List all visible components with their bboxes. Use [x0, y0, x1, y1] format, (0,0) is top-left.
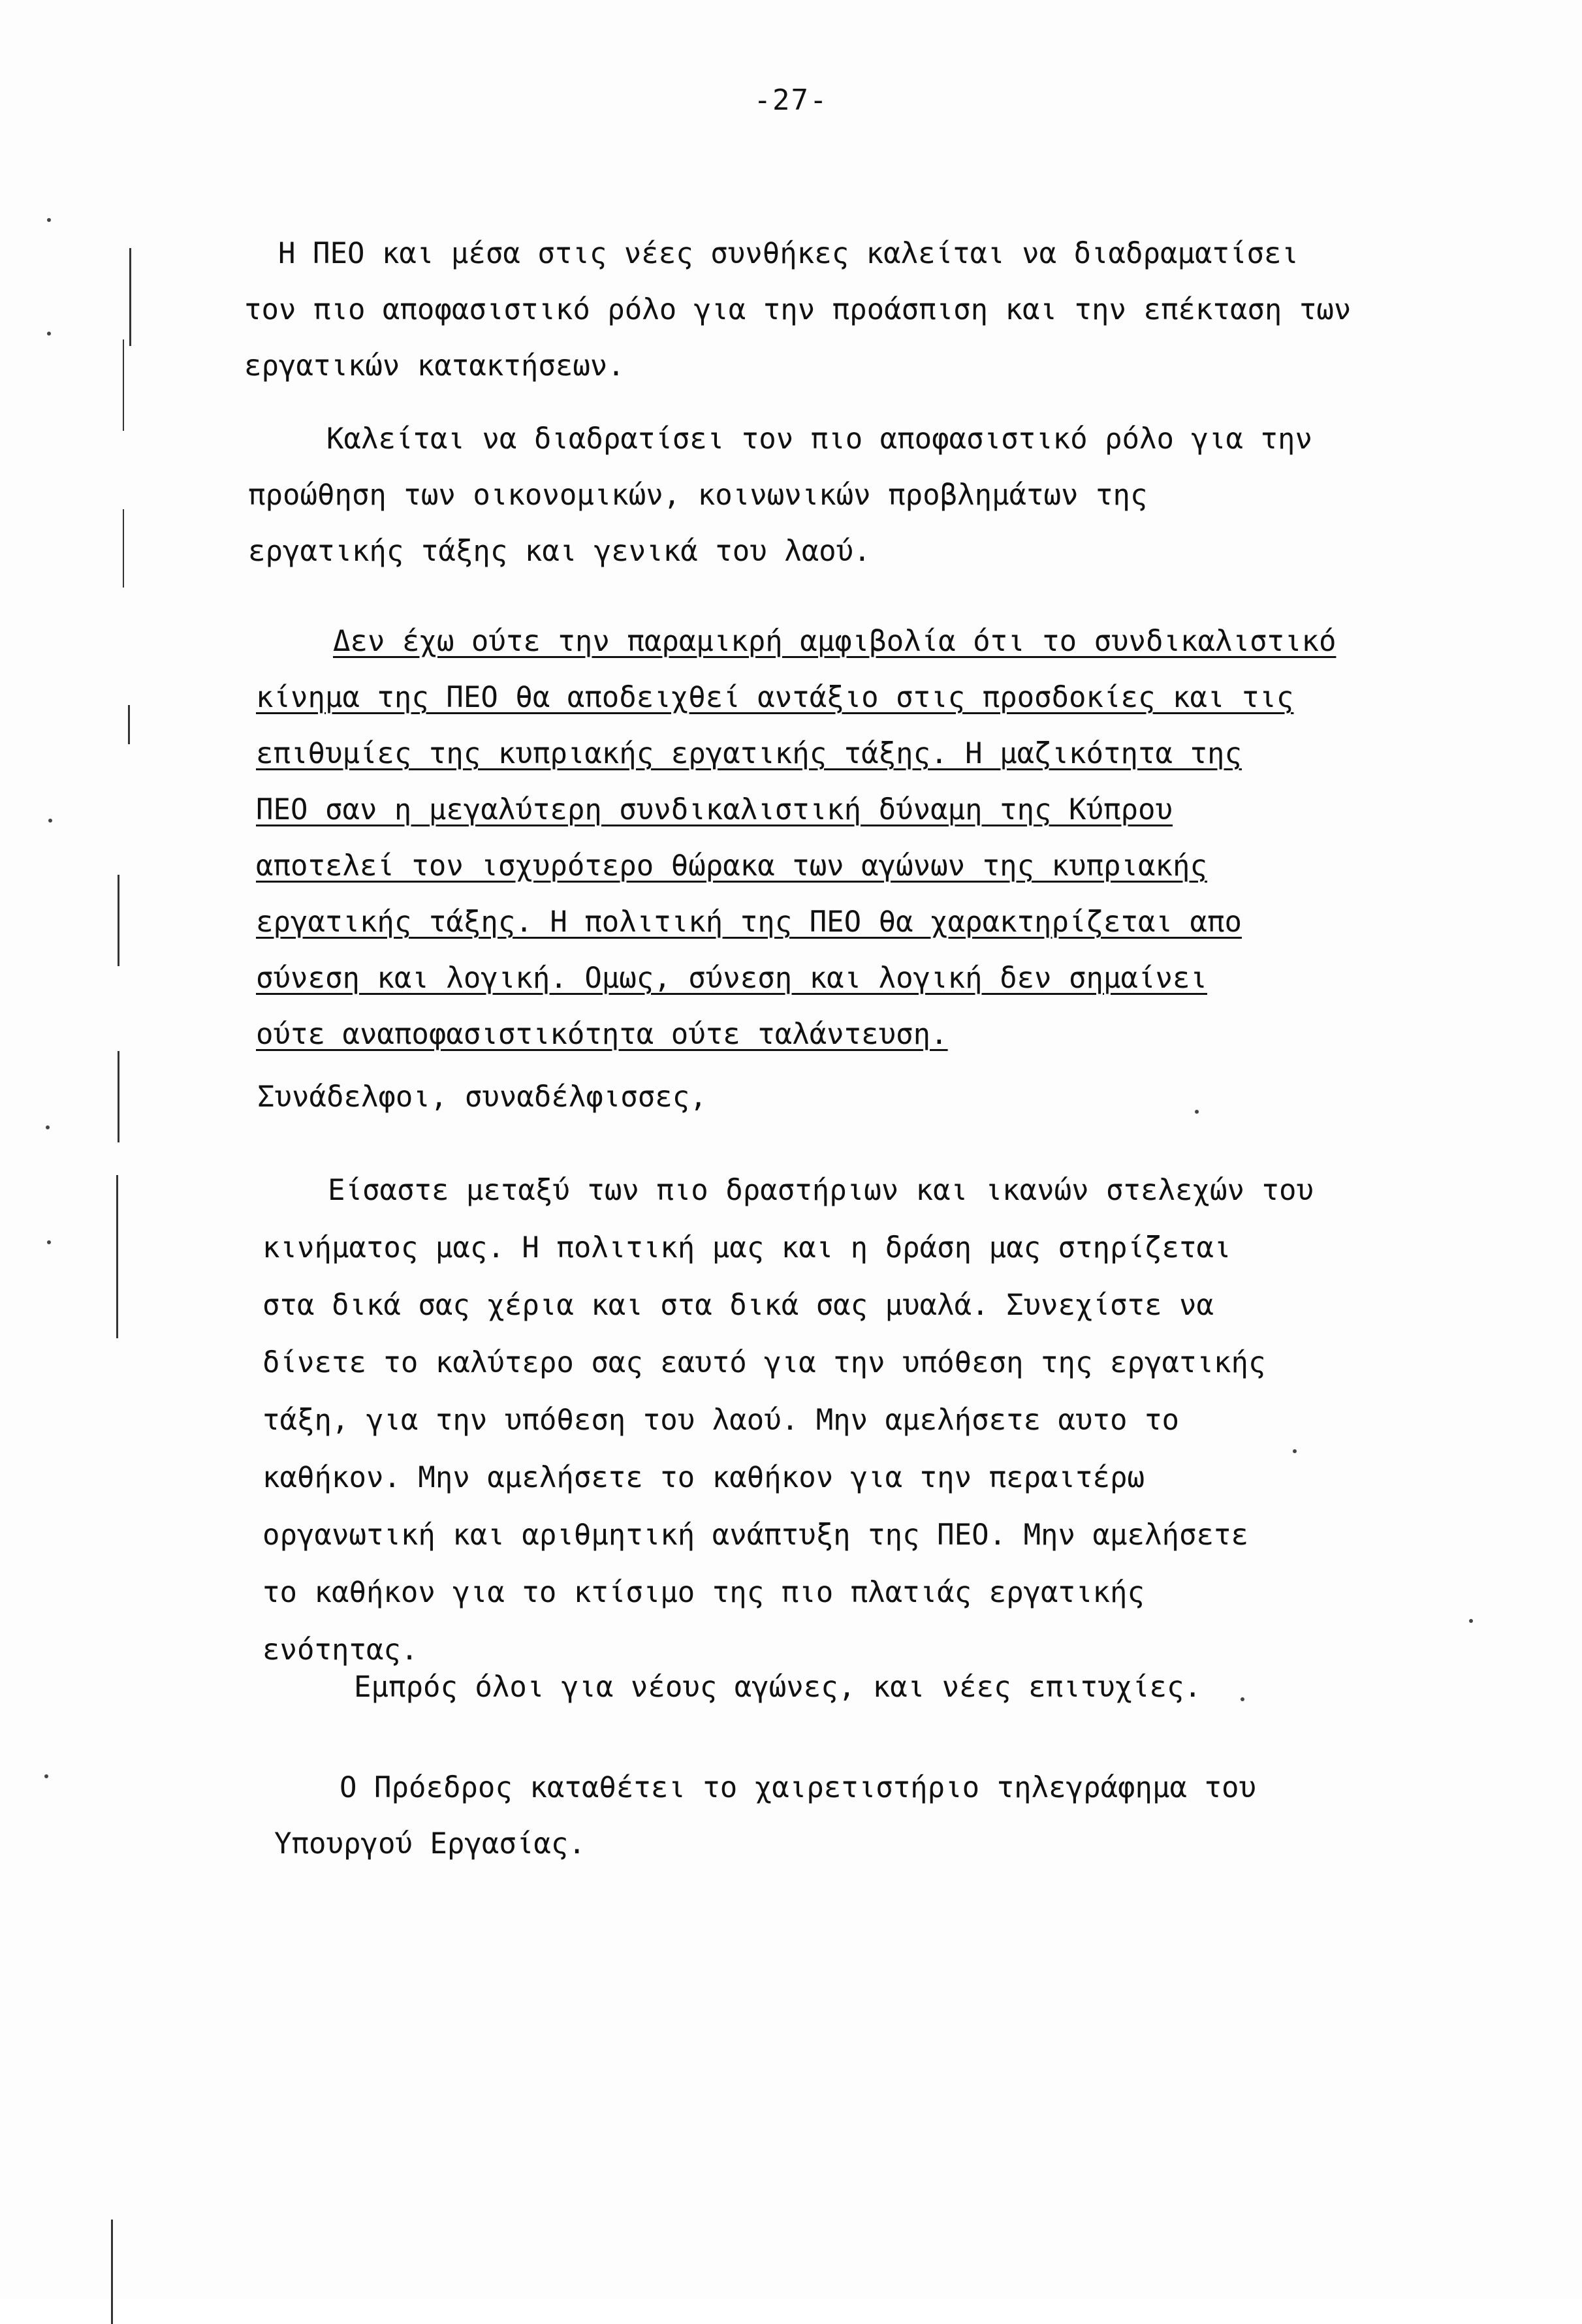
- scan-speck: [1241, 1697, 1244, 1701]
- scan-margin-line: [123, 509, 124, 588]
- paragraph-line: σύνεση και λογική. Ομως, σύνεση και λογική δεν σημαίνει: [256, 962, 1207, 995]
- page-number: -27-: [753, 84, 829, 117]
- scan-margin-line: [129, 248, 131, 346]
- paragraph-line: τάξη, για την υπόθεση του λαού. Μην αμελήσετε αυτο το: [262, 1404, 1179, 1437]
- paragraph-line: προώθηση των οικονομικών, κοινωνικών προβλημάτων της: [248, 479, 1148, 512]
- paragraph-line: Υπουργού Εργασίας.: [274, 1827, 586, 1861]
- paragraph-line: κίνημα της ΠΕΟ θα αποδειχθεί αντάξιο στις προσδοκίες και τις: [256, 681, 1294, 714]
- scan-speck: [1195, 1110, 1199, 1114]
- paragraph-7: [274, 1760, 1256, 1872]
- scan-margin-line: [128, 705, 130, 744]
- paragraph-line: αποτελεί τον ισχυρότερο θώρακα των αγώνων της κυπριακής: [256, 849, 1207, 883]
- paragraph-1: [244, 226, 1351, 394]
- paragraph-line: Εμπρός όλοι για νέους αγώνες, και νέες επιτυχίες.: [354, 1671, 1202, 1704]
- paragraph-3-underlined: [256, 614, 1336, 1063]
- paragraph-line: επιθυμίες της κυπριακής εργατικής τάξης. Η μαζικότητα της: [256, 737, 1242, 770]
- paragraph-line: ούτε αναποφασιστικότητα ούτε ταλάντευση.: [256, 1018, 948, 1051]
- paragraph-line: εργατικών κατακτήσεων.: [244, 349, 625, 383]
- paragraph-line: Είσαστε μεταξύ των πιο δραστήριων και ικανών στελεχών του: [328, 1174, 1314, 1207]
- paragraph-6: [354, 1659, 1201, 1716]
- paragraph-line: καθήκον. Μην αμελήσετε το καθήκον για την περαιτέρω: [262, 1461, 1145, 1494]
- scan-speck: [1293, 1449, 1297, 1453]
- scan-speck: [48, 819, 52, 823]
- paragraph-line: Δεν έχω ούτε την παραμικρή αμφιβολία ότι το συνδικαλιστικό: [333, 625, 1337, 658]
- paragraph-line: δίνετε το καλύτερο σας εαυτό για την υπόθεση της εργατικής: [262, 1346, 1266, 1379]
- scan-margin-line: [111, 2220, 113, 2324]
- scan-speck: [47, 218, 51, 222]
- paragraph-line: το καθήκον για το κτίσιμο της πιο πλατιάς εργατικής: [262, 1576, 1145, 1609]
- paragraph-line: τον πιο αποφασιστικό ρόλο για την προάσπιση και την επέκταση των: [244, 293, 1352, 326]
- paragraph-line: στα δικά σας χέρια και στα δικά σας μυαλά. Συνεχίστε να: [262, 1289, 1214, 1322]
- scan-margin-line: [116, 1175, 118, 1338]
- scan-speck: [47, 332, 51, 336]
- paragraph-line: Ο Πρόεδρος καταθέτει το χαιρετιστήριο τηλεγράφημα του: [340, 1771, 1256, 1804]
- scan-margin-line: [123, 339, 124, 431]
- paragraph-line: Καλείται να διαδρατίσει τον πιο αποφασιστικό ρόλο για την: [326, 422, 1312, 456]
- paragraph-5: [262, 1162, 1314, 1679]
- scan-margin-line: [118, 875, 119, 966]
- scan-speck: [1469, 1619, 1473, 1623]
- paragraph-line: οργανωτική και αριθμητική ανάπτυξη της ΠΕΟ. Μην αμελήσετε: [262, 1518, 1248, 1552]
- paragraph-line: Η ΠΕΟ και μέσα στις νέες συνθήκες καλείται να διαδραματίσει: [278, 237, 1299, 270]
- scan-margin-line: [118, 1051, 119, 1142]
- scan-speck: [46, 1125, 50, 1129]
- scan-speck: [44, 1774, 48, 1778]
- paragraph-line: ΠΕΟ σαν η μεγαλύτερη συνδικαλιστική δύναμη της Κύπρου: [256, 793, 1173, 826]
- scan-speck: [47, 1240, 51, 1244]
- paragraph-line: κινήματος μας. Η πολιτική μας και η δράση μας στηρίζεται: [262, 1231, 1231, 1264]
- paragraph-2: [248, 411, 1312, 580]
- paragraph-line: Συνάδελφοι, συναδέλφισσες,: [257, 1080, 707, 1114]
- salutation: [257, 1069, 707, 1125]
- paragraph-line: εργατικής τάξης. Η πολιτική της ΠΕΟ θα χαρακτηρίζεται απο: [256, 905, 1242, 939]
- paragraph-line: εργατικής τάξης και γενικά του λαού.: [248, 535, 871, 568]
- paragraph-line: ενότητας.: [262, 1633, 419, 1667]
